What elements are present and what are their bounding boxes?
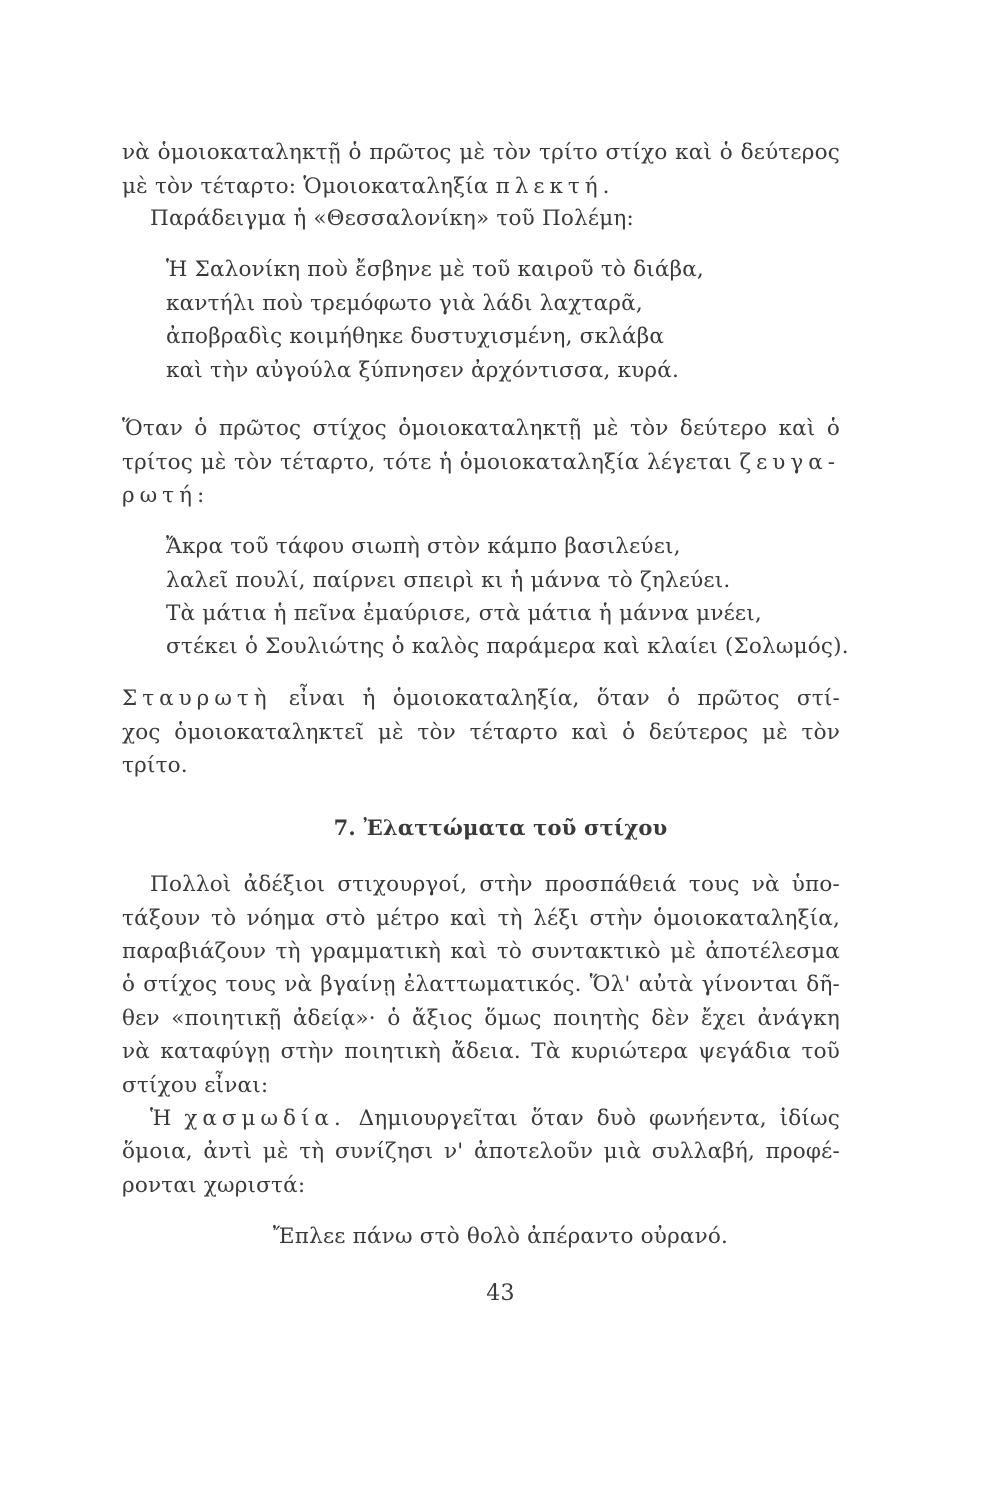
verse-line: στέκει ὁ Σουλιώτης ὁ καλὸς παράμερα καὶ κλαίει (Σολωμός). [166, 634, 849, 659]
term-zevgaroti: ζευγα- [739, 450, 840, 475]
body-text-fragment: μὲ τὸν τέταρτο: Ὁμοιοκαταληξία [122, 174, 496, 199]
body-text-line [122, 448, 840, 478]
page-number: 43 [486, 1281, 515, 1306]
body-text-fragment: τρίτος μὲ τὸν τέταρτο, τότε ἡ ὁμοιοκαταληξία λέγεται [122, 450, 740, 475]
verse-line: λαλεῖ πουλί, παίρνει σπειρὶ κι ἡ μάννα τὸ ζηλεύει. [166, 568, 731, 593]
example-verse: Ἔπλεε πάνω στὸ θολὸ ἀπέραντο οὐρανό. [272, 1224, 729, 1249]
body-text-line: νὰ καταφύγῃ στὴν ποιητικὴ ἄδεια. Τὰ κυριώτερα ψεγάδια τοῦ [122, 1039, 840, 1064]
body-text-line: νὰ ὁμοιοκαταληκτῇ ὁ πρῶτος μὲ τὸν τρίτο στίχο καὶ ὁ δεύτερος [122, 140, 840, 165]
verse-line: ἀποβραδὶς κοιμήθηκε δυστυχισμένη, σκλάβα [166, 324, 665, 349]
body-text-fragment: εἶναι ἡ ὁμοιοκαταληξία, ὅταν ὁ πρῶτος στί- [271, 686, 840, 711]
body-text-line [150, 1104, 840, 1134]
body-text-line: παραβιάζουν τὴ γραμματικὴ καὶ τὸ συντακτικὸ μὲ ἀποτέλεσμα [122, 939, 840, 964]
term-stavroti: Σταυρωτὴ [122, 686, 272, 711]
body-text-fragment: Δημιουργεῖται ὅταν δυὸ φωνήεντα, ἰδίως [345, 1106, 840, 1131]
body-text-line [122, 172, 615, 202]
term-zevgaroti-cont: ρωτή: [122, 483, 210, 508]
body-text-line: ὁ στίχος τους νὰ βγαίνῃ ἐλαττωματικός. Ὅλ' αὐτὰ γίνονται δῆ- [122, 972, 840, 997]
verse-line: Τὰ μάτια ἡ πεῖνα ἐμαύρισε, στὰ μάτια ἡ μάννα μνέει, [166, 601, 762, 626]
body-text-line: θεν «ποιητικῇ ἀδείᾳ»· ὁ ἄξιος ὅμως ποιητὴς δὲν ἔχει ἀνάγκη [122, 1006, 840, 1031]
verse-line: καντήλι ποὺ τρεμόφωτο γιὰ λάδι λαχταρᾶ, [166, 291, 643, 316]
body-text-line: Πολλοὶ ἀδέξιοι στιχουργοί, στὴν προσπάθειά τους νὰ ὑπο- [150, 872, 840, 897]
verse-line: καὶ τὴν αὐγούλα ξύπνησεν ἀρχόντισσα, κυρά. [166, 358, 680, 383]
body-text-line: στίχου εἶναι: [122, 1073, 269, 1098]
body-text-line: ρονται χωριστά: [122, 1173, 306, 1198]
example-intro: Παράδειγμα ἡ «Θεσσαλονίκη» τοῦ Πολέμη: [150, 206, 634, 231]
body-text-fragment: Ἡ [150, 1106, 185, 1131]
section-heading: 7. Ἐλαττώματα τοῦ στίχου [333, 815, 668, 840]
term-chasmodia: χασμωδία. [184, 1106, 346, 1131]
body-text-line: ὅμοια, ἀντὶ μὲ τὴ συνίζησι ν' ἀποτελοῦν μιὰ συλλαβή, προφέ- [122, 1139, 840, 1164]
body-text-line [122, 684, 840, 714]
body-text-line: Ὅταν ὁ πρῶτος στίχος ὁμοιοκαταληκτῇ μὲ τὸν δεύτερο καὶ ὁ [122, 416, 840, 441]
body-text-line: τάξουν τὸ νόημα στὸ μέτρο καὶ τὴ λέξι στὴν ὁμοιοκαταληξία, [122, 906, 840, 931]
term-plekti: πλεκτή. [495, 174, 615, 199]
body-text-line: τρίτο. [122, 753, 188, 778]
body-text-line: χος ὁμοιοκαταληκτεῖ μὲ τὸν τέταρτο καὶ ὁ δεύτερος μὲ τὸν [122, 720, 840, 745]
verse-line: Ἡ Σαλονίκη ποὺ ἔσβηνε μὲ τοῦ καιροῦ τὸ διάβα, [166, 257, 704, 282]
verse-line: Ἄκρα τοῦ τάφου σιωπὴ στὸν κάμπο βασιλεύει, [166, 534, 681, 559]
